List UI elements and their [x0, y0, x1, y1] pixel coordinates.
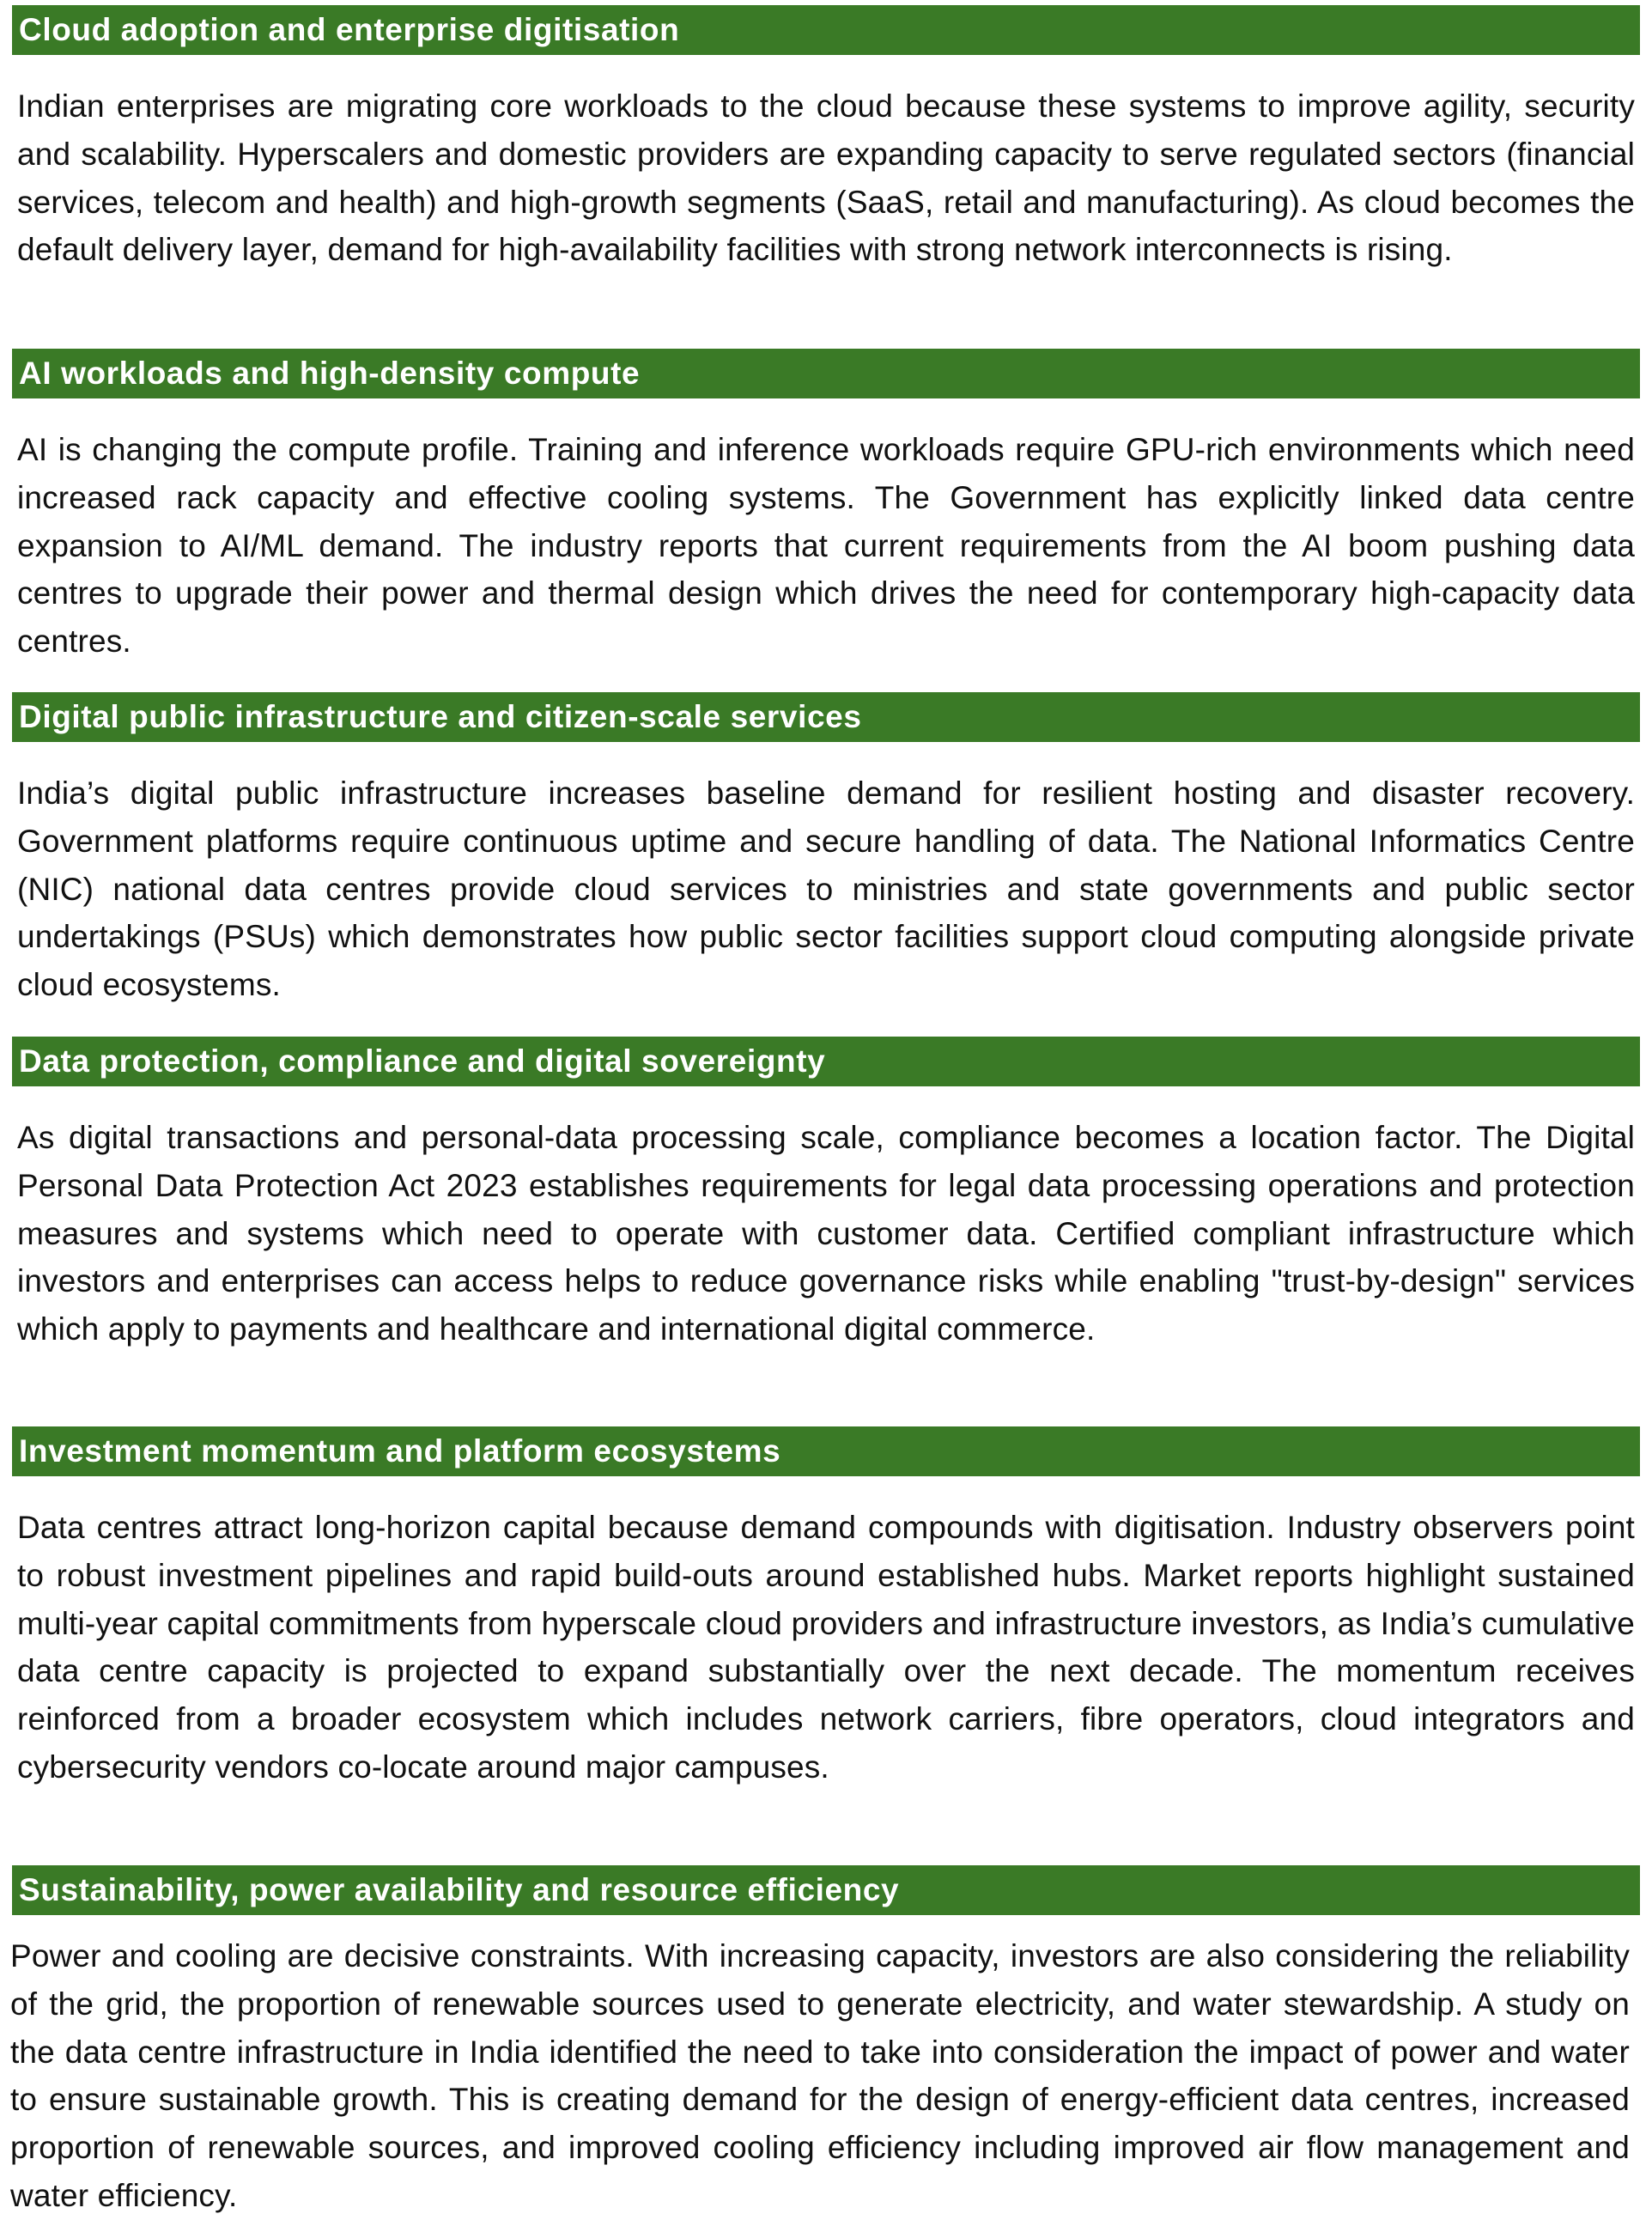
section-heading-bar	[12, 5, 1640, 55]
section-data-protection	[12, 1037, 1640, 1353]
section-body: As digital transactions and personal-data processing scale, compliance becomes a location factor. The Digital Personal Data Protection Act 2023 establishes requirements for legal data processing operations and protection measures and systems which need to operate with customer data. Certified compliant infrastructure which investors and enterprises can access helps to reduce governance risks while enabling "trust-by-design" services which apply to payments and healthcare and international digital commerce.	[17, 1120, 1635, 1347]
section-investment-momentum	[12, 1426, 1640, 1791]
section-heading: AI workloads and high-density compute	[19, 356, 641, 391]
section-heading: Data protection, compliance and digital sovereignty	[19, 1043, 826, 1079]
section-heading-bar	[12, 1426, 1640, 1476]
section-body: India’s digital public infrastructure increases baseline demand for resilient hosting and disaster recovery. Government platforms require continuous uptime and secure handling of data. The National Informatics Centre (NIC) national data centres provide cloud services to ministries and state governments and public sector undertakings (PSUs) which demonstrates how public sector facilities support cloud computing alongside private cloud ecosystems.	[17, 775, 1635, 1003]
section-heading-bar	[12, 1037, 1640, 1086]
section-body: Indian enterprises are migrating core workloads to the cloud because these systems to improve agility, security and scalability. Hyperscalers and domestic providers are expanding capacity to serve regulated sectors (financial services, telecom and health) and high-growth segments (SaaS, retail and manufacturing). As cloud becomes the default delivery layer, demand for high-availability facilities with strong network interconnects is rising.	[17, 88, 1635, 268]
section-body: AI is changing the compute profile. Training and inference workloads require GPU-rich environments which need increased rack capacity and effective cooling systems. The Government has explicitly linked data centre expansion to AI/ML demand. The industry reports that current requirements from the AI boom pushing data centres to upgrade their power and thermal design which drives the need for contemporary high-capacity data centres.	[17, 432, 1635, 660]
section-ai-workloads	[12, 349, 1640, 666]
section-cloud-adoption	[12, 5, 1640, 274]
section-sustainability	[12, 1865, 1640, 2220]
section-body: Data centres attract long-horizon capital because demand compounds with digitisation. Industry observers point to robust investment pipelines and rapid build-outs around established hubs. Market reports highlight sustained multi-year capital commitments from hyperscale cloud providers and infrastructure investors, as India’s cumulative data centre capacity is projected to expand substantially over the next decade. The momentum receives reinforced from a broader ecosystem which includes network carriers, fibre operators, cloud integrators and cybersecurity vendors co-locate around major campuses.	[17, 1510, 1635, 1785]
section-digital-public-infrastructure	[12, 692, 1640, 1009]
section-body: Power and cooling are decisive constraints. With increasing capacity, investors are also considering the reliability of the grid, the proportion of renewable sources used to generate electricity, and water stewardship. A study on the data centre infrastructure in India identified the need to take into consideration the impact of power and water to ensure sustainable growth. This is creating demand for the design of energy-efficient data centres, increased proportion of renewable sources, and improved cooling efficiency including improved air flow management and water efficiency.	[10, 1938, 1630, 2213]
section-heading: Investment momentum and platform ecosystems	[19, 1433, 781, 1469]
section-heading: Cloud adoption and enterprise digitisation	[19, 12, 680, 47]
section-heading-bar	[12, 1865, 1640, 1915]
section-heading: Sustainability, power availability and resource efficiency	[19, 1872, 900, 1907]
section-heading-bar	[12, 692, 1640, 742]
section-heading: Digital public infrastructure and citizen-scale services	[19, 699, 862, 734]
section-heading-bar	[12, 349, 1640, 398]
